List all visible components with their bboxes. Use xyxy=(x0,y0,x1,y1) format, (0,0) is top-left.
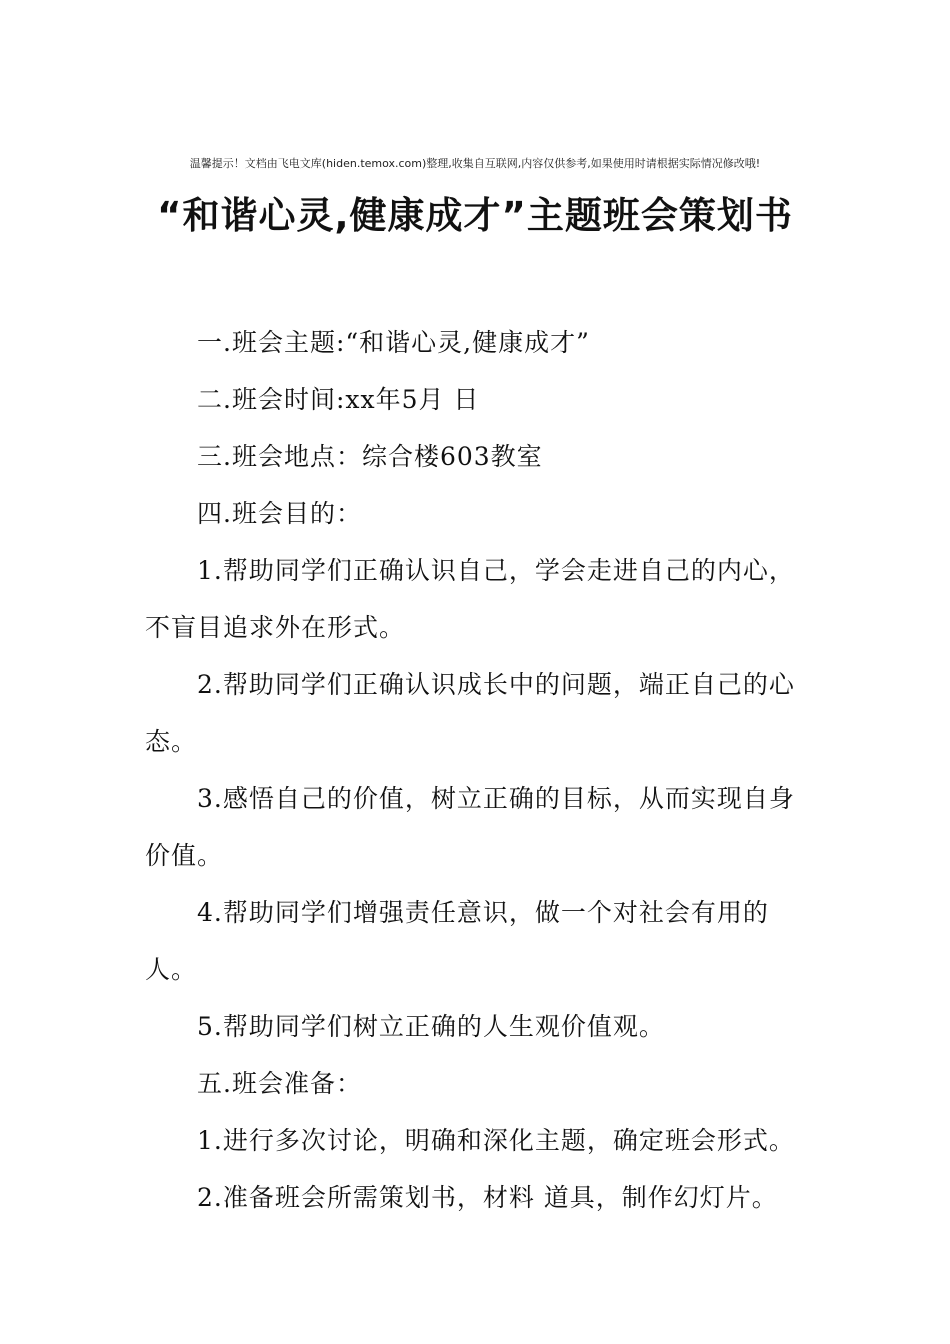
paragraph-time: 二.班会时间:xx年5月 日 xyxy=(197,385,480,414)
paragraph-theme: 一.班会主题:“和谐心灵,健康成才” xyxy=(197,328,590,357)
document-body xyxy=(145,314,809,1226)
paragraph-preparation-2: 2.准备班会所需策划书，材料 道具，制作幻灯片。 xyxy=(197,1183,778,1212)
paragraph-purpose-1: 1.帮助同学们正确认识自己，学会走进自己的内心，不盲目追求外在形式。 xyxy=(145,556,795,642)
document-title: “和谐心灵,健康成才”主题班会策划书 xyxy=(157,194,793,237)
paragraph-preparation-1: 1.进行多次讨论，明确和深化主题，确定班会形式。 xyxy=(197,1126,795,1155)
paragraph-location: 三.班会地点：综合楼603教室 xyxy=(197,442,543,471)
paragraph-preparation-heading: 五.班会准备： xyxy=(197,1069,362,1098)
paragraph-purpose-2: 2.帮助同学们正确认识成长中的问题，端正自己的心态。 xyxy=(145,670,795,756)
paragraph-purpose-5: 5.帮助同学们树立正确的人生观价值观。 xyxy=(197,1012,665,1041)
header-notice: 温馨提示！文档由飞电文库(hiden.temox.com)整理,收集自互联网,内容仅供参考,如果使用时请根据实际情况修改哦! xyxy=(189,157,761,170)
paragraph-purpose-4: 4.帮助同学们增强责任意识，做一个对社会有用的人。 xyxy=(145,898,769,984)
paragraph-purpose-heading: 四.班会目的： xyxy=(197,499,362,528)
paragraph-purpose-3: 3.感悟自己的价值，树立正确的目标，从而实现自身价值。 xyxy=(145,784,795,870)
